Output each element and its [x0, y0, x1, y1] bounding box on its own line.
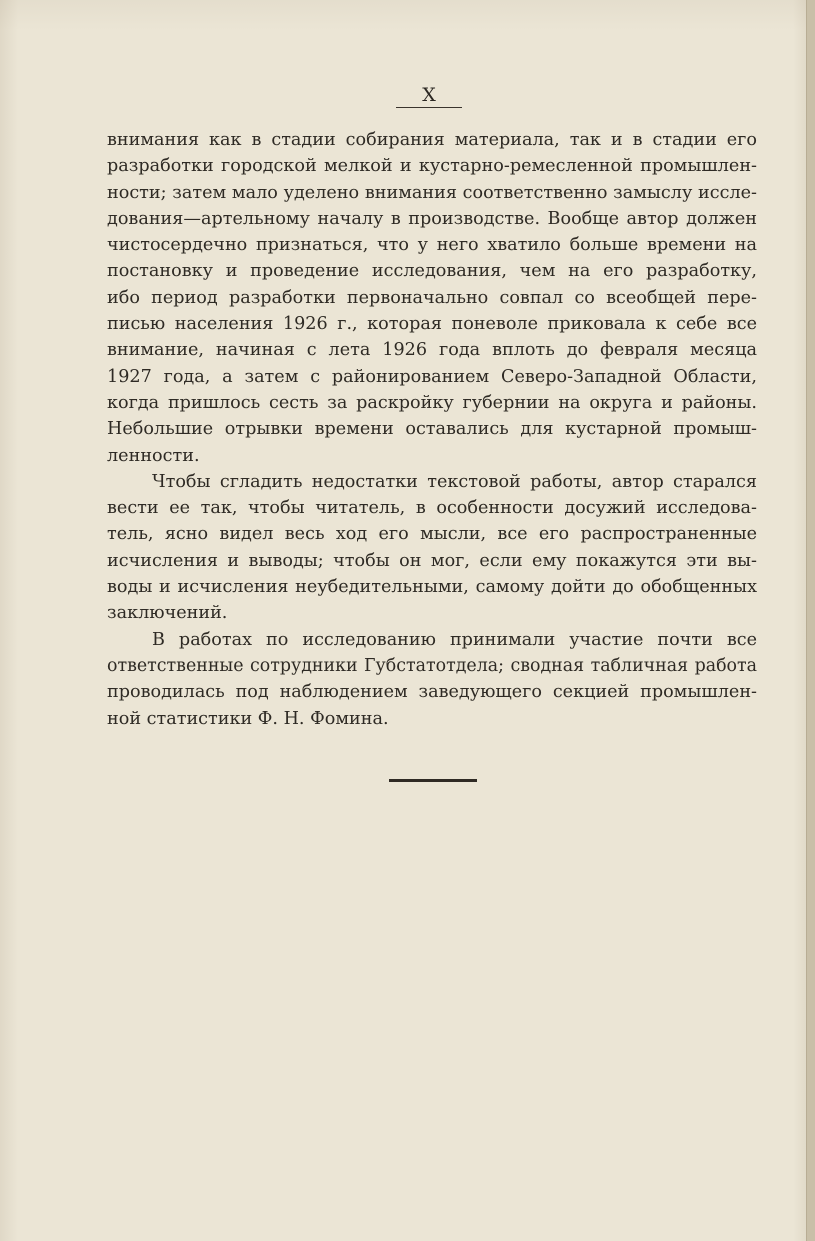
text-line: писью населения 1926 г., которая поневоле приковала к себе все	[107, 314, 757, 335]
page-number-underline	[396, 107, 462, 108]
paragraph-3	[107, 627, 757, 732]
page-number: X	[422, 84, 436, 106]
text-line: заключений.	[107, 603, 228, 624]
text-line: ибо период разработки первоначально совпал со всеобщей пере-	[107, 287, 757, 308]
text-line: воды и исчисления неубедительными, самому дойти до обобщенных	[107, 577, 757, 598]
text-line: Чтобы сгладить недостатки текстовой работы, автор старался	[152, 471, 757, 492]
section-end-rule	[389, 779, 477, 782]
text-line: чистосердечно признаться, что у него хватило больше времени на	[107, 235, 757, 256]
text-line: В работах по исследованию принимали участие почти все	[152, 629, 757, 650]
text-line: постановку и проведение исследования, чем на его разработку,	[107, 261, 757, 282]
body-text	[107, 127, 757, 732]
page-spine-edge	[806, 0, 815, 1241]
text-line: ответственные сотрудники Губстатотдела; сводная табличная работа	[107, 655, 757, 676]
text-line: вести ее так, чтобы читатель, в особенности досужий исследова-	[107, 498, 757, 519]
text-line: дования—артельному началу в производстве. Вообще автор должен	[107, 208, 757, 229]
text-line: ности; затем мало уделено внимания соответственно замыслу иссле-	[107, 182, 757, 203]
text-line: когда пришлось сесть за раскройку губернии на округа и районы.	[107, 392, 757, 413]
text-line: ной статистики Ф. Н. Фомина.	[107, 708, 389, 729]
text-line: тель, ясно видел весь ход его мысли, все его распространенные	[107, 524, 757, 545]
text-line: разработки городской мелкой и кустарно-ремесленной промышлен-	[107, 156, 757, 177]
text-line: 1927 года, а затем с районированием Северо-Западной Области,	[107, 366, 757, 387]
text-line: внимания как в стадии собирания материала, так и в стадии его	[107, 130, 757, 150]
text-line: Небольшие отрывки времени оставались для кустарной промыш-	[107, 419, 757, 440]
text-line: внимание, начиная с лета 1926 года вплоть до февраля месяца	[107, 340, 757, 361]
page-header	[396, 84, 462, 108]
text-line: исчисления и выводы; чтобы он мог, если ему покажутся эти вы-	[107, 550, 757, 571]
text-line: ленности.	[107, 445, 200, 466]
paragraph-2	[107, 469, 757, 627]
text-line: проводилась под наблюдением заведующего секцией промышлен-	[107, 682, 757, 703]
paragraph-1	[107, 127, 757, 469]
